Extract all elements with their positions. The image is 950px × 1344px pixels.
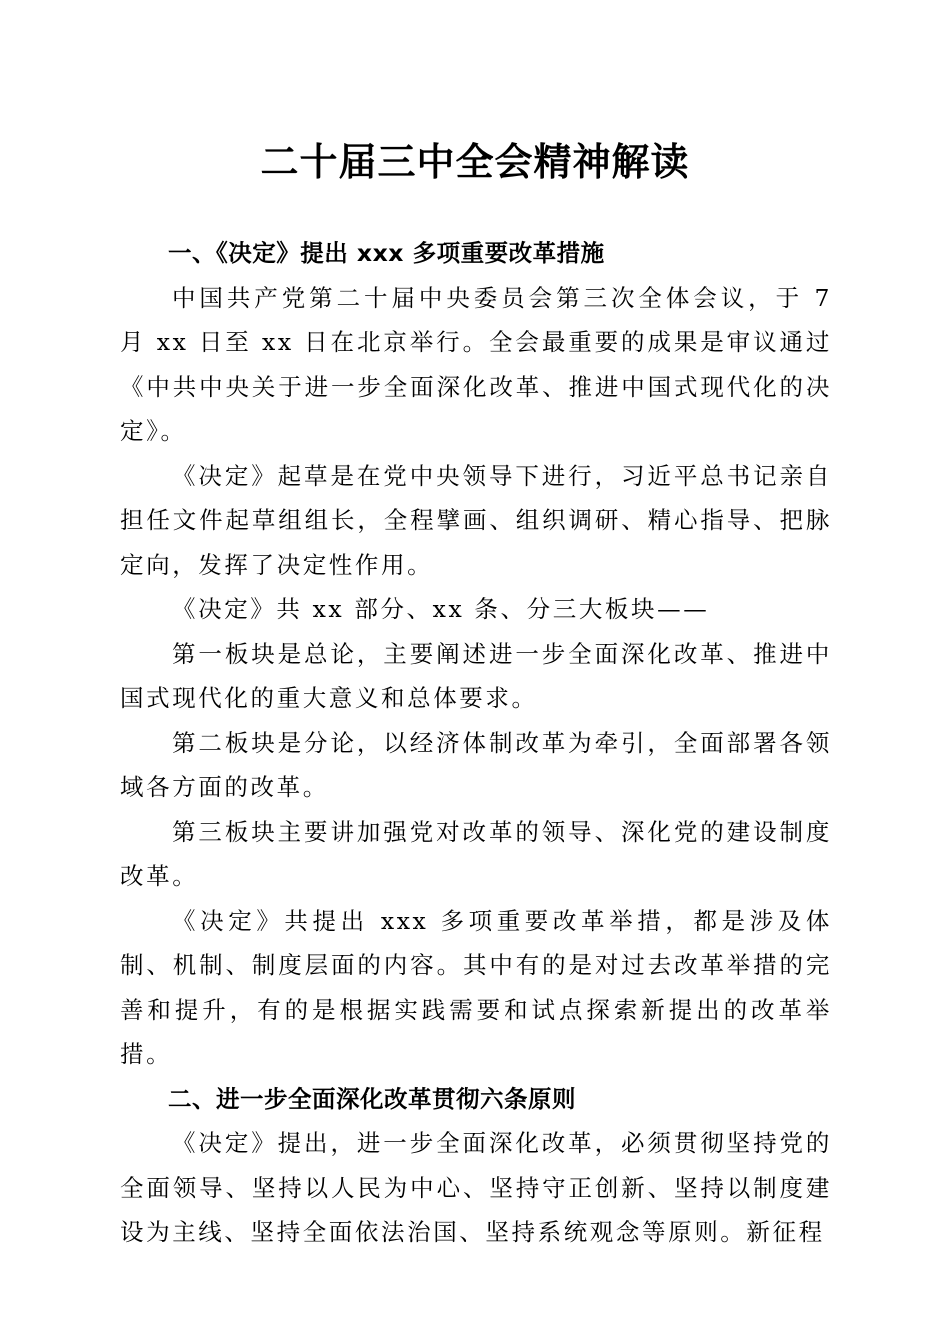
paragraph: 《决定》起草是在党中央领导下进行，习近平总书记亲自担任文件起草组组长，全程擘画、组织调研、精心指导、把脉定向，发挥了决定性作用。: [120, 461, 832, 579]
paragraph: 第二板块是分论，以经济体制改革为牵引，全面部署各领域各方面的改革。: [120, 728, 832, 801]
section-1-heading: 一、《决定》提出 xxx 多项重要改革措施: [168, 239, 605, 267]
paragraph: 中国共产党第二十届中央委员会第三次全体会议，于 7 月 xx 日至 xx 日在北京举行。全会最重要的成果是审议通过《中共中央关于进一步全面深化改革、推进中国式现代化的决定》。: [120, 283, 832, 445]
paragraph: 第一板块是总论，主要阐述进一步全面深化改革、推进中国式现代化的重大意义和总体要求。: [120, 639, 832, 712]
paragraph: 《决定》提出，进一步全面深化改革，必须贯彻坚持党的全面领导、坚持以人民为中心、坚持守正创新、坚持以制度建设为主线、坚持全面依法治国、坚持系统观念等原则。新征程: [120, 1129, 832, 1246]
document-title: 二十届三中全会精神解读: [260, 139, 690, 184]
section-2-heading: 二、进一步全面深化改革贯彻六条原则: [168, 1084, 576, 1113]
document-body: [120, 231, 832, 1255]
paragraph: 第三板块主要讲加强党对改革的领导、深化党的建设制度改革。: [120, 817, 832, 890]
paragraph: 《决定》共 xx 部分、xx 条、分三大板块——: [172, 595, 710, 623]
paragraph: 《决定》共提出 xxx 多项重要改革举措，都是涉及体制、机制、制度层面的内容。其中有的是对过去改革举措的完善和提升，有的是根据实践需要和试点探索新提出的改革举措。: [120, 906, 832, 1068]
